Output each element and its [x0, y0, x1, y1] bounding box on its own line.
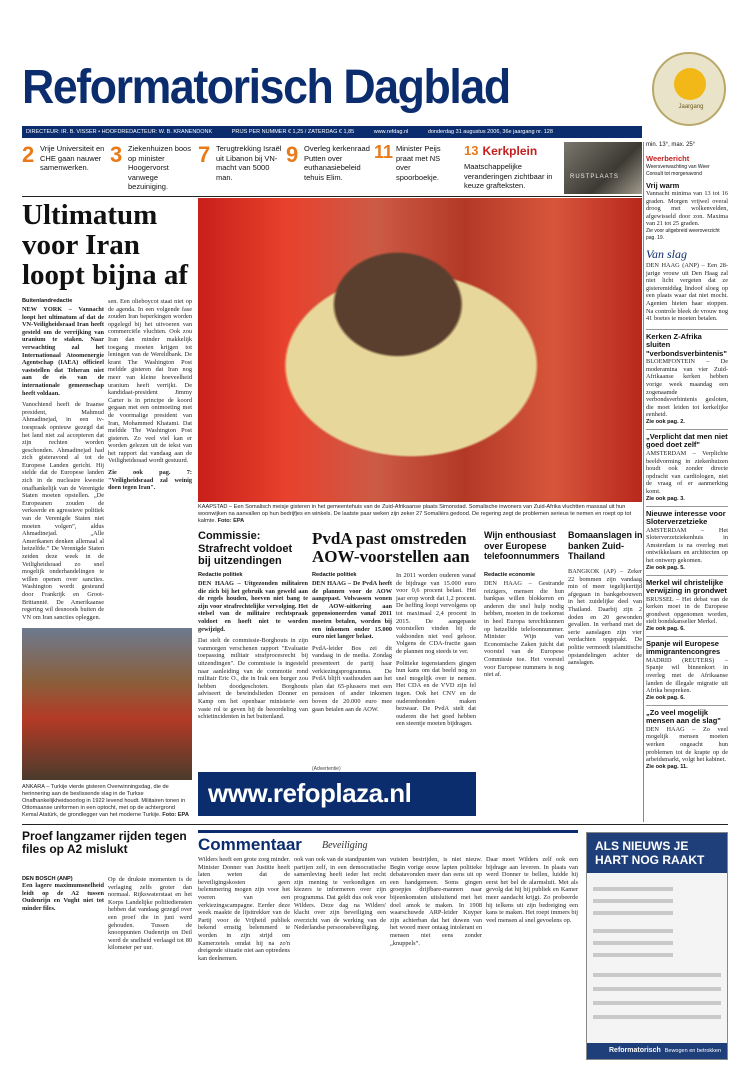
director-line: DIRECTEUR: IR. B. VISSER • HOOFDREDACTEUR: W. B. KRANENDONK	[26, 129, 213, 135]
price-line: PRIJS PER NUMMER € 1,25 / ZATERDAG € 1,85	[231, 129, 355, 135]
lead-byline: Buitenlandredactie	[22, 298, 73, 304]
news-body: BLOEMFONTEIN – De moderamina van vier Zuid-Afrikaanse kerken hebben vorige week maandag een zogenaamde verbondsverbintenis gesloten, die moet leiden tot kerkelijke eenheid.	[646, 358, 728, 419]
right-column	[646, 142, 728, 770]
teaser-text: Ziekenhuizen boos op minister Hoogervorst vanwege bezuiniging.	[128, 144, 191, 191]
news-item[interactable]	[646, 506, 728, 571]
news-item[interactable]	[646, 575, 728, 632]
news-headline: Nieuwe interesse voor Sloterverzetzieke	[646, 508, 726, 527]
commissie-body: Dat stelt de commissie-Borghouts in zijn vanmorgen verschenen rapport "Evaluatie toepassing militair strafprocesrecht bij uitzendingen". De commissie is ingesteld naar aanleiding van de commotie rond militair Eric O., die in Irak een burger zou hebben doodgeschoten. Borghouts adviseert de bewindslieden Donner en Kamp om het openbaar ministerie een vaste rol te geven bij de beoordeling van schietincidenten in het buitenland.	[198, 637, 308, 721]
news-page-ref: Zie ook pag. 5.	[646, 564, 685, 571]
pvda-intro: DEN HAAG – De PvdA heeft de plannen voor de AOW aangepast. Volwassen wonen de AOW-uitkering aan gepensioneerden vanaf 2011 moeten betalen, worden bij een inkomen onder 15.000 euro niet langer belast.	[312, 580, 392, 641]
bom-headline[interactable]: Bomaanslagen in banken Zuid-Thailand	[568, 530, 643, 561]
advert-headline-line-2: HART NOG RAAKT	[595, 853, 705, 867]
news-page-ref: Zie ook pag. 11.	[646, 763, 688, 770]
weather-sub: Weersverwachting van Weer Consult tot morgenavond	[646, 163, 710, 177]
lead-body-1: Vanochtend heeft de Iraanse president, Mahmud Ahmadinejad, in een tv-toespraak opnieuw gezegd dat het land niet zal accepteren dat zijn rechten worden geschonden. Ahmadinejad had zich gisteravond al tot de Europese Landen gericht. Hij stelde dat de Europese landen zich in de nucleaire kwestie onafhankelijk van de Verenigde Staten moeten opstellen. „De Europeanen zouden de verkeerde en agressieve politiek van de Verenigde Staten niet moeten volgen”, aldus Ahmadinejad. „Alle Amerikanen denken allemaal al hetzelfde.” De Verenigde Staten zeiden deze week in de Veiligheidsraad zo snel mogelijk onderhandelingen te willen openen over sancties. Washington wordt gesteund door Frankrijk en Groot-Brittannië. De Amerikaanse regering wil desnoods buiten de VN om Iran sancties opleggen.	[22, 401, 104, 621]
teaser-text: Terugtrekking Israël uit Libanon bij VN-macht van 5000 man.	[216, 144, 282, 182]
lead-related[interactable]: Zie ook pag. 7: "Veiligheidsraad zal weinig doen tegen Iran".	[108, 469, 192, 492]
news-headline: „Zo veel mogelijk mensen aan de slag"	[646, 707, 721, 726]
commentaar-header	[198, 830, 578, 852]
form-row	[593, 887, 673, 891]
form-row	[593, 987, 721, 991]
form-row	[593, 1015, 721, 1019]
lead-body-2: sen. Een olieboycot staat niet op de agenda. In een volgende fase zouden Iran beperkingen worden opgelegd bij het uitvoeren van commerciële vluchten. Ook zou Iran dan minder makkelijk toegang moeten krijgen tot leningen van de Wereldbank. De krant The Washington Post meldde gisteren dat Iran nog meer van kleine hoeveelheid uranium heeft verrijkt. De kandidaat-president Jimmy Carter is in principe de koord gegaan met een ontmoeting met de voormalige president van Iran, Mohammed Khatami. Dat meldde The Washington Post gisteren. Zo veel viel kan er worden gelezen uit de tekst van het rapport dat vandaag aan de Veiligheidsraad wordt gestuurd.	[108, 298, 192, 465]
teaser-page-number: 3	[110, 142, 123, 167]
pvda-body-2: In 2011 worden ouderen vanaf de bijdrage van 15.000 euro voor 0,6 procent belast. Het jaar erop wordt dat 1,2 procent. De heffing loopt vervolgens op tot maximaal 2,4 procent in 2015. De aangepaste voorstellen vinden bij de vakbonden niet veel gehoor. Volgens de CDA-fractie gaan de plannen nog steeds te ver.	[396, 572, 476, 655]
advert-footer	[587, 1043, 727, 1059]
news-headline: Spanje wil Europese immigrantencongres	[646, 638, 721, 657]
kerkplein-page-number: 13	[464, 143, 479, 158]
news-headline: „Verplicht dat men niet goed doet zelf"	[646, 431, 728, 450]
lead-headline[interactable]: Ultimatum voor Iran loopt bijna af	[22, 199, 188, 291]
news-body: AMSTERDAM – Verplichte beeldvorming in ziekenhuizen houdt ook zonder directe opdracht van cardiologen, niet de vraag of er aanmerking komt.	[646, 449, 728, 495]
form-row	[593, 941, 673, 945]
ankara-caption: ANKARA – Turkije vierde gisteren Overwinningsdag, die de herinnering aan de beslissende slag in de Turkse Onafhankelijkheidsoorlog in 1922 levend houdt. Militairen tonen in Ottomaanse uniformen in een optocht, met op de achtergrond Kemal Atatürk, de grondlegger van het moderne Turkije.	[22, 784, 186, 818]
pvda-byline: Redactie politiek	[312, 572, 357, 578]
wijn-byline: Redactie economie	[484, 572, 535, 578]
commissie-byline: Redactie politiek	[198, 572, 243, 578]
teaser-page-number: 2	[22, 142, 35, 167]
divider	[22, 196, 642, 197]
main-photo-credit: Foto: EPA	[217, 518, 245, 524]
anniversary-badge	[652, 52, 726, 126]
advert-headline-line-1: ALS NIEUWS JE	[595, 839, 689, 853]
proef-body: Op de drukste momenten is de verlaging zelfs groter dan normaal. Rijkswaterstaat en het Korps Landelijke politiediensten hebben dat vandaag gezegd over een proef die in juni werd gehouden. Tussen de knooppunten Oudenrijn en Deil werd de snelheid verlaagd tot 80 kilometer per uur.	[108, 876, 192, 952]
commentaar-title: Commentaar	[198, 835, 302, 854]
bom-body: BANGKOK (AP) – Zeker 22 bommen zijn vandaag min of meer tegelijkertijd afgegaan in bankgebouwen in het zuidelijke deel van Thailand. Daarbij zijn 2 doden en 20 gewonden gevallen. In verband met de serie aanslagen zijn vier verdachten opgepakt. De politie vermoedt islamitische opstandelingen achter de aanslagen.	[568, 568, 642, 667]
refoplaza-advert[interactable]	[198, 772, 476, 816]
wijn-body: DEN HAAG – Gestrande reizigers, mensen die hun bankpas willen blokkeren en anderen die snel hulp nodig hebben, moeten in de toekomst in heel Europa terechtkunnen op hetzelfde telefoonnummer. Minister Wijn van Economische Zaken juicht dat voorstel van de Europese Commissie toe. Het voorstel voor Europese nummers is nog niet af.	[484, 580, 564, 679]
news-item[interactable]	[646, 329, 728, 425]
wijn-headline[interactable]: Wijn enthousiast over Europese telefoonnummers	[484, 530, 560, 561]
news-body: DEN HAAG – Zo veel mogelijk mensen moeten werken ongeacht hun problemen tot de krapte op de arbeidsmarkt, volgt het kabinet.	[646, 725, 728, 764]
teaser-text: Overleg kerkenraad Putten over euthanasiebeleid tehuis Elim.	[304, 144, 370, 182]
pvda-headline[interactable]: PvdA past omstreden AOW-voorstellen aan	[312, 529, 470, 566]
weather-title: Weerbericht	[646, 154, 690, 163]
refoplaza-url: www.refoplaza.nl	[208, 778, 412, 808]
main-photo-caption: KAAPSTAD – Een Somalisch meisje gisteren in het gemeentehuis van de Zuid-Afrikaanse plaats Simonstad. Somalische inwoners van Zuid-Afrika vluchtten massaal uit hun woonwijken na aanvallen op hun bedrijfjes en winkels. De laatste paar weken zijn zeker 27 Somaliërs gedood. De regering zegt de problemen serieus te nemen en roept op tot kalmte.	[198, 504, 632, 524]
news-body: AMSTERDAM – Het Sloterverzetziekenhuis in Amsterdam is na overleg met ontwikkelaars en architecten op het ontwerp gekomen.	[646, 526, 728, 564]
commentaar-subtitle: Beveiliging	[322, 840, 368, 851]
news-item[interactable]	[646, 636, 728, 701]
ankara-credit: Foto: EPA	[162, 812, 189, 818]
news-page-ref: Zie ook pag. 3.	[646, 495, 685, 502]
gravestone-text: RUSTPLAATS	[570, 174, 619, 180]
divider	[22, 824, 728, 825]
teaser-page-number: 9	[286, 142, 299, 167]
form-row	[593, 953, 673, 957]
advert-label: (Advertentie)	[312, 766, 341, 772]
site-link[interactable]: www.refdag.nl	[373, 129, 409, 135]
kerkplein-teaser[interactable]	[464, 142, 642, 194]
commentaar-col-3: vuisten bestrijden, is niet nieuw. Begin vorige eeuw lapten politieke debatavonden meer dan eens uit op een handgemeen. Soms gingen groepjes drijfbare-mannen naar bijeenkomsten uitsluitend met het doel amok te maken. In 1908 waarschuwde ARP-leider Kuyper zijn achterban dat het duwen van het woord meer ontaag intolerant en mensen niet eens zonder „knuppels”.	[390, 856, 482, 947]
badge-text: Jaargang	[678, 104, 704, 110]
commissie-intro: DEN HAAG – Uitgezonden militairen die zich bij het gebruik van geweld aan de regels houden, hoeven niet bang te zijn voor strafrechtelijke vervolging. Het stelsel van de militaire rechtspraak voldoet en hoeft niet te worden gewijzigd.	[198, 580, 308, 633]
masthead-title: Reformatorisch Dagblad	[22, 61, 510, 114]
form-row	[593, 1001, 721, 1005]
teaser-text: Vrije Universiteit en CHE gaan nauwer samenwerken.	[40, 144, 105, 172]
kerkplein-title: Kerkplein	[482, 144, 538, 158]
vanslag-body: DEN HAAG (ANP) – Een 28-jarige vrouw uit Den Haag zal niet licht vergeten dat ze gisteremiddag lindoof sloeg op een plaats waar dat niet mocht. Agenten hieten haar stoppen. Na controle bleek de vrouw nog 41 boetes te moeten betalen.	[646, 261, 728, 323]
form-row	[593, 899, 673, 903]
proef-headline[interactable]: Proef langzamer rijden tegen files op A2 mislukt	[22, 829, 187, 856]
advert-slogan: Bewogen en betrokken	[664, 1048, 721, 1054]
news-headline: Merkel wil christelijke verwijzing in grondwet	[646, 577, 727, 595]
proef-intro: Een lagere maximumsnelheid leidt op de A2 tussen Oudenrijn en Vught niet tot minder files.	[22, 882, 104, 912]
sun-icon	[674, 68, 706, 100]
news-item[interactable]	[646, 429, 728, 502]
lead-intro: NEW YORK – Vannacht loopt het ultimatum af dat de VN-Veiligheidsraad Iran heeft gesteld om de verrijking van uranium te staken. Naar verwachting zal het Internationaal Atoomenergie Agentschap (IAEA) officieel vaststellen dat Teheran niet aan de eis van de internationale gemeenschap heeft voldaan.	[22, 306, 104, 397]
news-body: MADRID (REUTERS) – Spanje wil binnenkort in overleg met de Afrikaanse landen de illegale migratie uit Afrika bespreken.	[646, 656, 728, 695]
ankara-photo	[22, 628, 192, 780]
form-row	[593, 929, 673, 933]
news-body: BRUSSEL – Het debat van de kerken moet in de Europese grondwet opgenomen worden, stelt bondskanselier Merkel.	[646, 595, 728, 626]
commentaar-col-1: Wilders heeft een grote zorg minder. Minister Donner van Justitie heeft laten weten dat de beveiligingskosten geen belemmering mogen zijn voor het voeren van een verkiezingscampagne. Eerder deze week maakte de lijsttrekker van de Partij voor de Vrijheid publiek bekend ernstig belemmerd te worden in zijn strijd om Kamerzetels omdat hij na zo'n dreigende situatie niet aan optredens kan deelnemen.	[198, 856, 290, 962]
weather-link[interactable]: Zie voor uitgebreid weeroverzicht pag. 19.	[646, 227, 720, 241]
commentaar-col-4: Daar moet Wilders zelf ook een bijdrage aan leveren. In plaats van werd Donner te bellen, luidde hij eerst het bel de alarmsluit. Met als gevolg dat hij bij publiek en Kamer meer aandacht krijgt. Zo probeerde hij telkens uit zijn bedreiging een kans te maken. Het roept immers bij veel mensen al snel gevoelens op.	[486, 856, 578, 924]
advert-brand: Reformatorisch	[609, 1047, 661, 1054]
column-divider	[643, 142, 644, 822]
teaser-page-number: 7	[198, 142, 211, 167]
weather-body: Vannacht minima van 13 tot 16 graden. Morgen vrijwel overal droog met wolkenvelden, afgewisseld door zon. Maxima van 21 tot 25 graden.	[646, 190, 728, 228]
advert-headline	[587, 833, 727, 873]
commentaar-col-2: ook van ook van de standpunten van partijen zelf, in een democratische samenleving heeft ieder het recht zijn mening te verkondigen en kiezers te informeren over zijn programma. Dat geldt dus ook voor Wilders. Deze dag na Wilders' klacht over zijn beveiliging een overzicht van de werking van de Nederlandse persoonsbeveiliging.	[294, 856, 386, 932]
pvda-body-3: Politieke tegenstanders gingen hun kans om dat beeld nog zo snel mogelijk over te nemen. Het CDA en de VVD zijn fel tegen. Ook het CNV en de ouderenbonden maken bezwaar. De PvdA stelt dat ouderen die het goed hebben een steentje moeten bijdragen.	[396, 659, 476, 728]
news-page-ref: Zie ook pag. 6.	[646, 694, 685, 701]
date-line: donderdag 31 augustus 2006, 36e jaargang nr. 128	[427, 129, 553, 135]
form-row	[593, 973, 721, 977]
kerkplein-photo	[564, 142, 642, 194]
temperature: min. 13°, max. 25°	[646, 142, 696, 148]
subscription-advert[interactable]	[586, 832, 728, 1060]
news-page-ref: Zie ook pag. 2.	[646, 418, 685, 425]
commissie-headline[interactable]: Commissie: Strafrecht voldoet bij uitzendingen	[198, 530, 293, 567]
news-item[interactable]	[646, 705, 728, 770]
news-headline: Kerken Z-Afrika sluiten "verbondsverbintenis"	[646, 331, 727, 358]
info-bar	[22, 126, 642, 138]
kerkplein-text: Maatschappelijke veranderingen zichtbaar in keuze grafteksten.	[464, 162, 553, 190]
news-page-ref: Zie ook pag. 6.	[646, 625, 685, 632]
proef-byline: DEN BOSCH (ANP)	[22, 876, 73, 882]
weather-headline: Vrij warm	[646, 180, 680, 190]
form-row	[593, 911, 673, 915]
teaser-page-number: 11	[374, 142, 394, 162]
main-photo	[198, 198, 642, 502]
vanslag-title: Van slag	[646, 246, 688, 261]
pvda-body-1: PvdA-leider Bos zei dit vandaag in de media. Zondag presenteert de partij haar verkiezingsprogramma. De PvdA blijft vasthouden aan het plan dat 65-plussers met een pensioen of ander inkomen boven de 20.000 euro mee gaan betalen aan de AOW.	[312, 644, 392, 713]
teaser-text: Minister Peijs praat met NS over spoorboekje.	[396, 144, 441, 182]
